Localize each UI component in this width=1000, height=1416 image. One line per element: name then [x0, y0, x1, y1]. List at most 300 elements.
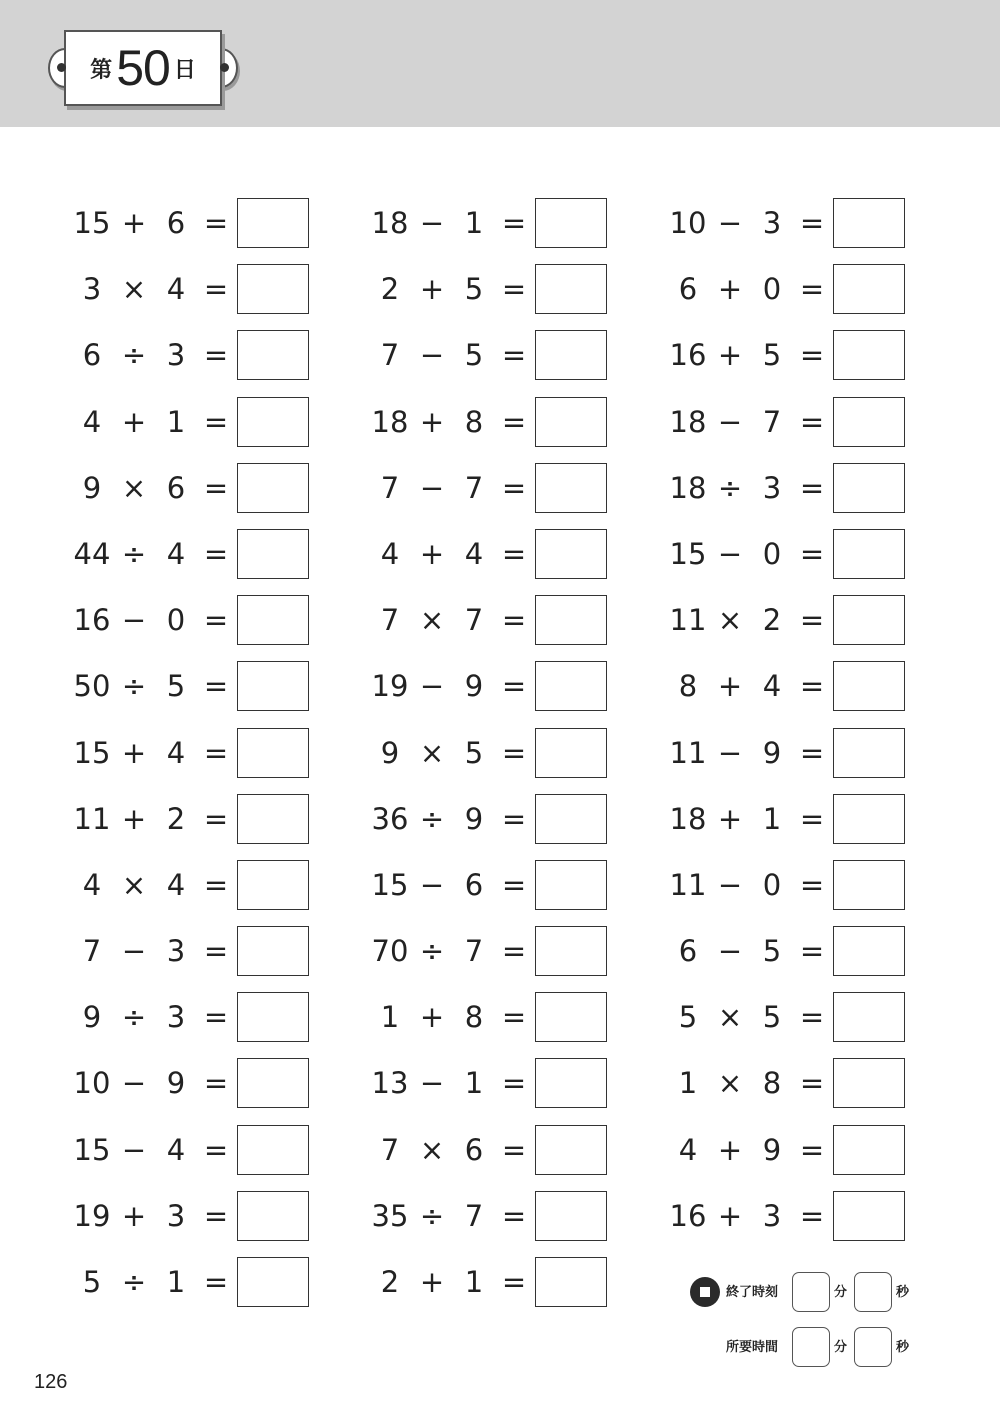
problem-row: [368, 860, 668, 926]
equals-sign: =: [799, 1000, 825, 1035]
operator: ÷: [419, 801, 445, 836]
answer-box[interactable]: [237, 529, 309, 579]
problem-row: [70, 264, 370, 330]
problem-row: [368, 926, 668, 992]
operator: +: [419, 1265, 445, 1299]
problem-row: [368, 264, 668, 330]
operator: ÷: [121, 536, 147, 571]
first-operand: 13: [371, 1066, 409, 1101]
end-time-minutes-unit: 分: [834, 1285, 848, 1300]
problem-row: [70, 397, 370, 463]
operator: ×: [121, 272, 147, 307]
second-operand: 2: [762, 603, 782, 638]
operator: −: [717, 735, 743, 770]
first-operand: 9: [82, 1000, 102, 1035]
equals-sign: =: [203, 735, 229, 770]
equals-sign: =: [203, 272, 229, 307]
first-operand: 4: [82, 867, 102, 902]
first-operand: 2: [380, 1265, 400, 1299]
operator: −: [121, 603, 147, 638]
problem-row: [368, 1058, 668, 1124]
plate-rivet-left-icon: [57, 63, 66, 72]
equals-sign: =: [799, 934, 825, 969]
problem-row: [666, 1191, 966, 1257]
operator: ÷: [419, 1198, 445, 1233]
day-title-suffix: 日: [173, 57, 196, 83]
problem-row: [70, 198, 370, 264]
equals-sign: =: [203, 934, 229, 969]
operator: ÷: [419, 934, 445, 969]
second-operand: 5: [762, 934, 782, 969]
equals-sign: =: [501, 603, 527, 638]
operator: ×: [419, 603, 445, 638]
operator: −: [121, 934, 147, 969]
second-operand: 7: [464, 934, 484, 969]
equals-sign: =: [203, 867, 229, 902]
operator: ÷: [121, 1265, 147, 1299]
operator: ×: [419, 735, 445, 770]
second-operand: 0: [166, 603, 186, 638]
answer-box[interactable]: [833, 330, 905, 380]
first-operand: 15: [669, 536, 707, 571]
problem-row: [666, 1058, 966, 1124]
equals-sign: =: [203, 470, 229, 505]
operator: −: [419, 669, 445, 704]
answer-box[interactable]: [833, 397, 905, 447]
equals-sign: =: [799, 404, 825, 439]
equals-sign: =: [501, 735, 527, 770]
first-operand: 18: [669, 801, 707, 836]
equals-sign: =: [501, 272, 527, 307]
answer-box[interactable]: [535, 463, 607, 513]
answer-box[interactable]: [535, 330, 607, 380]
first-operand: 3: [82, 272, 102, 307]
problem-row: [368, 728, 668, 794]
equals-sign: =: [799, 470, 825, 505]
problem-row: [666, 794, 966, 860]
problem-row: [368, 1257, 668, 1323]
answer-box[interactable]: [237, 330, 309, 380]
second-operand: 0: [762, 272, 782, 307]
first-operand: 5: [82, 1265, 102, 1299]
problem-row: [368, 463, 668, 529]
first-operand: 7: [380, 1132, 400, 1167]
second-operand: 7: [464, 1198, 484, 1233]
first-operand: 15: [73, 1132, 111, 1167]
equals-sign: =: [799, 867, 825, 902]
answer-box[interactable]: [535, 1191, 607, 1241]
second-operand: 5: [166, 669, 186, 704]
operator: −: [419, 470, 445, 505]
answer-box[interactable]: [237, 1058, 309, 1108]
first-operand: 18: [371, 206, 409, 240]
problem-row: [70, 728, 370, 794]
operator: −: [717, 404, 743, 439]
answer-box[interactable]: [237, 728, 309, 778]
equals-sign: =: [501, 1066, 527, 1101]
elapsed-time-label: 所要時間: [726, 1340, 779, 1355]
problem-row: [70, 1191, 370, 1257]
equals-sign: =: [799, 1132, 825, 1167]
answer-box[interactable]: [833, 1125, 905, 1175]
problem-row: [368, 595, 668, 661]
operator: +: [121, 404, 147, 439]
operator: ×: [121, 867, 147, 902]
answer-box[interactable]: [535, 264, 607, 314]
operator: ÷: [717, 470, 743, 505]
first-operand: 15: [371, 867, 409, 902]
second-operand: 0: [762, 867, 782, 902]
second-operand: 3: [166, 1000, 186, 1035]
operator: +: [717, 1132, 743, 1167]
equals-sign: =: [799, 603, 825, 638]
second-operand: 4: [166, 536, 186, 571]
operator: +: [419, 536, 445, 571]
first-operand: 6: [678, 934, 698, 969]
operator: ×: [717, 603, 743, 638]
answer-box[interactable]: [237, 1125, 309, 1175]
problem-row: [70, 529, 370, 595]
first-operand: 7: [380, 603, 400, 638]
second-operand: 4: [464, 536, 484, 571]
problem-row: [666, 595, 966, 661]
first-operand: 18: [371, 404, 409, 439]
second-operand: 1: [464, 1066, 484, 1101]
end-time-minutes-field[interactable]: [792, 1272, 830, 1312]
equals-sign: =: [501, 404, 527, 439]
end-time-seconds-unit: 秒: [896, 1285, 910, 1300]
answer-box[interactable]: [535, 1125, 607, 1175]
operator: ×: [717, 1000, 743, 1035]
first-operand: 9: [380, 735, 400, 770]
operator: −: [419, 338, 445, 373]
first-operand: 11: [669, 603, 707, 638]
second-operand: 8: [464, 1000, 484, 1035]
second-operand: 5: [464, 338, 484, 373]
answer-box[interactable]: [237, 1257, 309, 1307]
answer-box[interactable]: [535, 595, 607, 645]
second-operand: 9: [762, 1132, 782, 1167]
problem-row: [70, 1125, 370, 1191]
equals-sign: =: [501, 934, 527, 969]
equals-sign: =: [799, 338, 825, 373]
equals-sign: =: [203, 669, 229, 704]
second-operand: 9: [464, 801, 484, 836]
answer-box[interactable]: [237, 1191, 309, 1241]
answer-box[interactable]: [237, 860, 309, 910]
problem-column-1: [70, 198, 370, 1323]
answer-box[interactable]: [535, 860, 607, 910]
operator: +: [717, 1198, 743, 1233]
problem-row: [70, 926, 370, 992]
answer-box[interactable]: [535, 661, 607, 711]
answer-box[interactable]: [833, 198, 905, 248]
first-operand: 15: [73, 735, 111, 770]
first-operand: 36: [371, 801, 409, 836]
second-operand: 1: [166, 404, 186, 439]
answer-box[interactable]: [535, 1058, 607, 1108]
elapsed-minutes-field[interactable]: [792, 1327, 830, 1367]
answer-box[interactable]: [535, 728, 607, 778]
first-operand: 15: [73, 206, 111, 240]
first-operand: 5: [678, 1000, 698, 1035]
second-operand: 8: [762, 1066, 782, 1101]
day-title-plate: [48, 30, 238, 110]
first-operand: 2: [380, 272, 400, 307]
plate-rivet-right-icon: [220, 63, 229, 72]
first-operand: 19: [73, 1198, 111, 1233]
equals-sign: =: [501, 1265, 527, 1299]
equals-sign: =: [501, 1000, 527, 1035]
problem-row: [666, 992, 966, 1058]
equals-sign: =: [799, 669, 825, 704]
end-time-label: 終了時刻: [726, 1285, 779, 1300]
second-operand: 4: [166, 1132, 186, 1167]
page-number: 126: [34, 1371, 68, 1393]
operator: +: [419, 404, 445, 439]
problem-row: [70, 330, 370, 396]
equals-sign: =: [799, 801, 825, 836]
answer-box[interactable]: [535, 992, 607, 1042]
problem-row: [368, 330, 668, 396]
answer-box[interactable]: [833, 992, 905, 1042]
first-operand: 10: [669, 206, 707, 240]
problem-row: [666, 728, 966, 794]
stop-icon: [690, 1277, 720, 1307]
operator: +: [419, 272, 445, 307]
second-operand: 7: [762, 404, 782, 439]
first-operand: 44: [73, 536, 111, 571]
operator: ×: [717, 1066, 743, 1101]
problem-row: [368, 992, 668, 1058]
problem-row: [70, 595, 370, 661]
equals-sign: =: [203, 1066, 229, 1101]
equals-sign: =: [203, 1000, 229, 1035]
operator: −: [121, 1066, 147, 1101]
operator: −: [717, 934, 743, 969]
answer-box[interactable]: [535, 529, 607, 579]
operator: −: [717, 867, 743, 902]
second-operand: 4: [762, 669, 782, 704]
problem-row: [666, 860, 966, 926]
problem-row: [368, 794, 668, 860]
problem-row: [70, 1058, 370, 1124]
problem-row: [666, 397, 966, 463]
first-operand: 11: [669, 735, 707, 770]
problem-row: [666, 198, 966, 264]
answer-box[interactable]: [535, 1257, 607, 1307]
operator: +: [419, 1000, 445, 1035]
end-time-seconds-field[interactable]: [854, 1272, 892, 1312]
answer-box[interactable]: [237, 198, 309, 248]
second-operand: 2: [166, 801, 186, 836]
answer-box[interactable]: [237, 595, 309, 645]
second-operand: 4: [166, 867, 186, 902]
answer-box[interactable]: [237, 397, 309, 447]
day-title: [66, 32, 220, 104]
answer-box[interactable]: [237, 794, 309, 844]
second-operand: 6: [464, 867, 484, 902]
problem-row: [70, 860, 370, 926]
problem-row: [70, 463, 370, 529]
operator: +: [121, 1198, 147, 1233]
answer-box[interactable]: [237, 992, 309, 1042]
operator: +: [717, 669, 743, 704]
answer-box[interactable]: [237, 926, 309, 976]
first-operand: 10: [73, 1066, 111, 1101]
second-operand: 4: [166, 735, 186, 770]
second-operand: 6: [166, 206, 186, 240]
equals-sign: =: [203, 404, 229, 439]
operator: −: [717, 536, 743, 571]
equals-sign: =: [799, 735, 825, 770]
second-operand: 9: [166, 1066, 186, 1101]
answer-box[interactable]: [833, 529, 905, 579]
equals-sign: =: [203, 1265, 229, 1299]
second-operand: 3: [762, 206, 782, 240]
operator: ÷: [121, 669, 147, 704]
second-operand: 3: [166, 1198, 186, 1233]
second-operand: 3: [762, 470, 782, 505]
operator: +: [121, 735, 147, 770]
answer-box[interactable]: [833, 728, 905, 778]
first-operand: 18: [669, 470, 707, 505]
first-operand: 4: [82, 404, 102, 439]
operator: +: [717, 801, 743, 836]
answer-box[interactable]: [833, 860, 905, 910]
equals-sign: =: [203, 801, 229, 836]
answer-box[interactable]: [833, 661, 905, 711]
equals-sign: =: [203, 206, 229, 240]
problem-row: [666, 1125, 966, 1191]
problem-row: [70, 1257, 370, 1323]
elapsed-seconds-field[interactable]: [854, 1327, 892, 1367]
second-operand: 5: [464, 272, 484, 307]
problem-row: [666, 529, 966, 595]
time-record: [688, 1270, 918, 1380]
equals-sign: =: [501, 669, 527, 704]
answer-box[interactable]: [833, 926, 905, 976]
answer-box[interactable]: [833, 1058, 905, 1108]
problem-row: [368, 661, 668, 727]
second-operand: 7: [464, 470, 484, 505]
first-operand: 16: [669, 338, 707, 373]
equals-sign: =: [203, 603, 229, 638]
first-operand: 35: [371, 1198, 409, 1233]
operator: −: [419, 867, 445, 902]
answer-box[interactable]: [833, 1191, 905, 1241]
equals-sign: =: [501, 338, 527, 373]
problem-row: [368, 1191, 668, 1257]
second-operand: 3: [762, 1198, 782, 1233]
second-operand: 5: [762, 1000, 782, 1035]
second-operand: 7: [464, 603, 484, 638]
problem-row: [70, 794, 370, 860]
equals-sign: =: [203, 1132, 229, 1167]
answer-box[interactable]: [833, 264, 905, 314]
second-operand: 1: [464, 1265, 484, 1299]
answer-box[interactable]: [535, 794, 607, 844]
operator: −: [419, 206, 445, 240]
equals-sign: =: [799, 1198, 825, 1233]
problem-row: [666, 330, 966, 396]
problem-row: [70, 992, 370, 1058]
equals-sign: =: [501, 536, 527, 571]
first-operand: 50: [73, 669, 111, 704]
second-operand: 5: [762, 338, 782, 373]
first-operand: 16: [669, 1198, 707, 1233]
problem-row: [368, 1125, 668, 1191]
equals-sign: =: [203, 338, 229, 373]
answer-box[interactable]: [833, 463, 905, 513]
operator: +: [717, 338, 743, 373]
first-operand: 18: [669, 404, 707, 439]
answer-box[interactable]: [833, 595, 905, 645]
problem-column-3: [666, 198, 966, 1257]
answer-box[interactable]: [535, 198, 607, 248]
second-operand: 1: [464, 206, 484, 240]
first-operand: 16: [73, 603, 111, 638]
second-operand: 5: [464, 735, 484, 770]
answer-box[interactable]: [237, 463, 309, 513]
operator: ÷: [121, 338, 147, 373]
second-operand: 6: [166, 470, 186, 505]
second-operand: 8: [464, 404, 484, 439]
second-operand: 1: [762, 801, 782, 836]
day-title-prefix: 第: [90, 57, 113, 83]
first-operand: 11: [669, 867, 707, 902]
operator: ÷: [121, 1000, 147, 1035]
first-operand: 7: [82, 934, 102, 969]
answer-box[interactable]: [833, 794, 905, 844]
elapsed-minutes-unit: 分: [834, 1340, 848, 1355]
problem-row: [666, 661, 966, 727]
first-operand: 1: [678, 1066, 698, 1101]
equals-sign: =: [501, 470, 527, 505]
operator: +: [121, 206, 147, 240]
first-operand: 4: [678, 1132, 698, 1167]
answer-box[interactable]: [237, 661, 309, 711]
second-operand: 0: [762, 536, 782, 571]
first-operand: 7: [380, 338, 400, 373]
second-operand: 1: [166, 1265, 186, 1299]
second-operand: 9: [762, 735, 782, 770]
answer-box[interactable]: [535, 926, 607, 976]
equals-sign: =: [203, 1198, 229, 1233]
day-title-number: 50: [116, 40, 170, 96]
first-operand: 6: [82, 338, 102, 373]
elapsed-seconds-unit: 秒: [896, 1340, 910, 1355]
problem-row: [368, 529, 668, 595]
second-operand: 6: [464, 1132, 484, 1167]
second-operand: 4: [166, 272, 186, 307]
problem-row: [666, 463, 966, 529]
second-operand: 3: [166, 338, 186, 373]
equals-sign: =: [501, 206, 527, 240]
equals-sign: =: [501, 1198, 527, 1233]
answer-box[interactable]: [535, 397, 607, 447]
first-operand: 6: [678, 272, 698, 307]
equals-sign: =: [203, 536, 229, 571]
first-operand: 9: [82, 470, 102, 505]
first-operand: 19: [371, 669, 409, 704]
equals-sign: =: [799, 206, 825, 240]
answer-box[interactable]: [237, 264, 309, 314]
first-operand: 8: [678, 669, 698, 704]
first-operand: 70: [371, 934, 409, 969]
second-operand: 3: [166, 934, 186, 969]
operator: −: [717, 206, 743, 240]
